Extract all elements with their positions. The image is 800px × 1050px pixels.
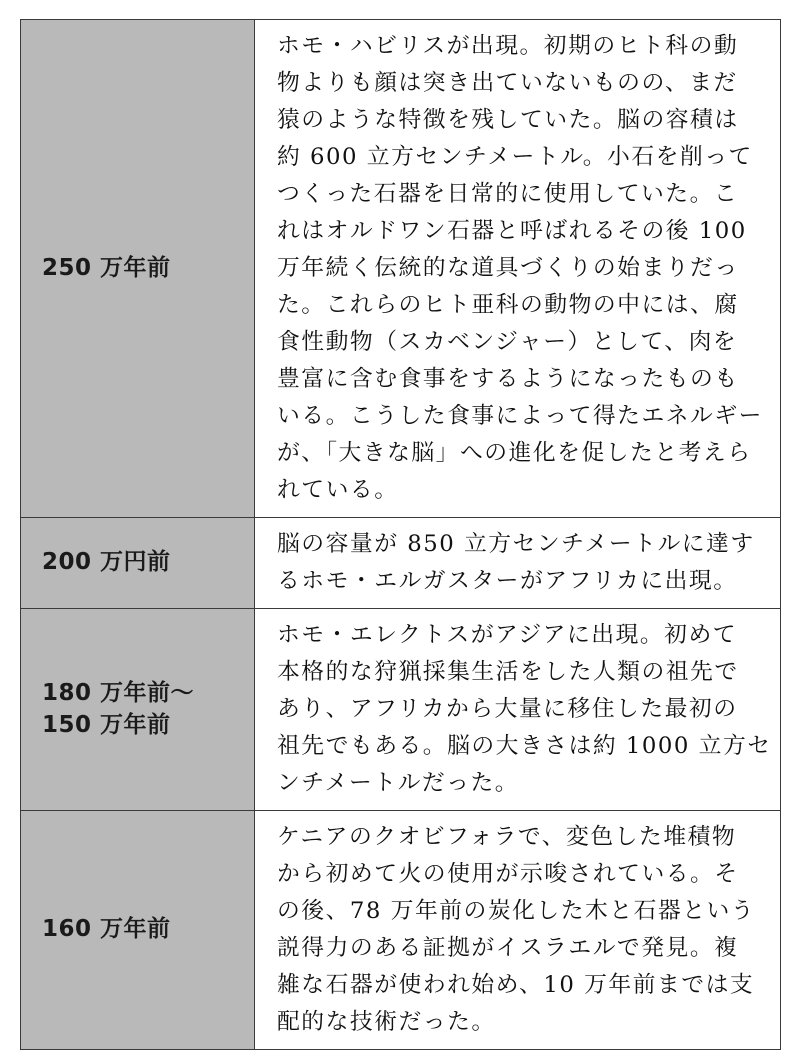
date-cell <box>21 20 255 518</box>
description-line: れはオルドワン石器と呼ばれるその後 100 <box>277 218 747 244</box>
description-line: いる。こうした食事によって得たエネルギー <box>277 403 763 429</box>
date-label: 160 万年前 <box>42 916 171 943</box>
description-line: 猿のような特徴を残していた。脳の容積は <box>277 107 739 133</box>
description-line: 物よりも顔は突き出ていないものの、まだ <box>277 70 738 96</box>
description-line: 説得力のある証拠がイスラエルで発見。複 <box>277 935 739 961</box>
date-cell <box>21 811 255 1050</box>
description-line: 本格的な狩猟採集生活をした人類の祖先で <box>277 659 739 685</box>
table-row <box>21 609 781 811</box>
date-label: 200 万円前 <box>42 549 171 576</box>
description-cell <box>255 518 781 609</box>
description-line: 豊富に含む食事をするようになったものも <box>277 366 739 392</box>
timeline-table <box>20 19 781 1050</box>
description-line: 脳の容量が 850 立方センチメートルに達す <box>277 531 755 557</box>
description-line: ホモ・エレクトスがアジアに出現。初めて <box>277 622 738 648</box>
description-line: るホモ・エルガスターがアフリカに出現。 <box>277 568 738 594</box>
description-line: から初めて火の使用が示唆されている。そ <box>277 861 739 887</box>
description-line: た。これらのヒト亜科の動物の中には、腐 <box>277 292 739 318</box>
table-row <box>21 20 781 518</box>
description-line: ホモ・ハビリスが出現。初期のヒト科の動 <box>277 33 739 59</box>
table-row <box>21 811 781 1050</box>
description-line: の後、78 万年前の炭化した木と石器という <box>277 898 756 924</box>
description-cell <box>255 20 781 518</box>
description-line: 雑な石器が使われ始め、10 万年前までは支 <box>277 972 755 998</box>
description-line: 配的な技術だった。 <box>277 1009 496 1035</box>
description-line: 約 600 立方センチメートル。小石を削って <box>277 144 753 170</box>
date-label: 150 万年前 <box>42 711 171 738</box>
date-cell <box>21 609 255 811</box>
description-line: ケニアのクオビフォラで、変色した堆積物 <box>277 824 737 850</box>
description-line: ンチメートルだった。 <box>277 770 520 796</box>
description-line: あり、アフリカから大量に移住した最初の <box>277 696 738 722</box>
description-cell <box>255 609 781 811</box>
description-line: 食性動物（スカベンジャー）として、肉を <box>277 329 738 355</box>
description-line: 万年続く伝統的な道具づくりの始まりだっ <box>277 255 739 281</box>
description-line: が、「大きな脳」への進化を促したと考えら <box>277 440 752 466</box>
date-label: 250 万年前 <box>42 254 171 281</box>
table-row <box>21 518 781 609</box>
date-cell <box>21 518 255 609</box>
description-line: 祖先でもある。脳の大きさは約 1000 立方セ <box>277 733 772 759</box>
description-line: れている。 <box>277 477 399 503</box>
description-cell <box>255 811 781 1050</box>
date-label: 180 万年前〜 <box>42 679 195 706</box>
description-line: つくった石器を日常的に使用していた。こ <box>277 181 739 207</box>
